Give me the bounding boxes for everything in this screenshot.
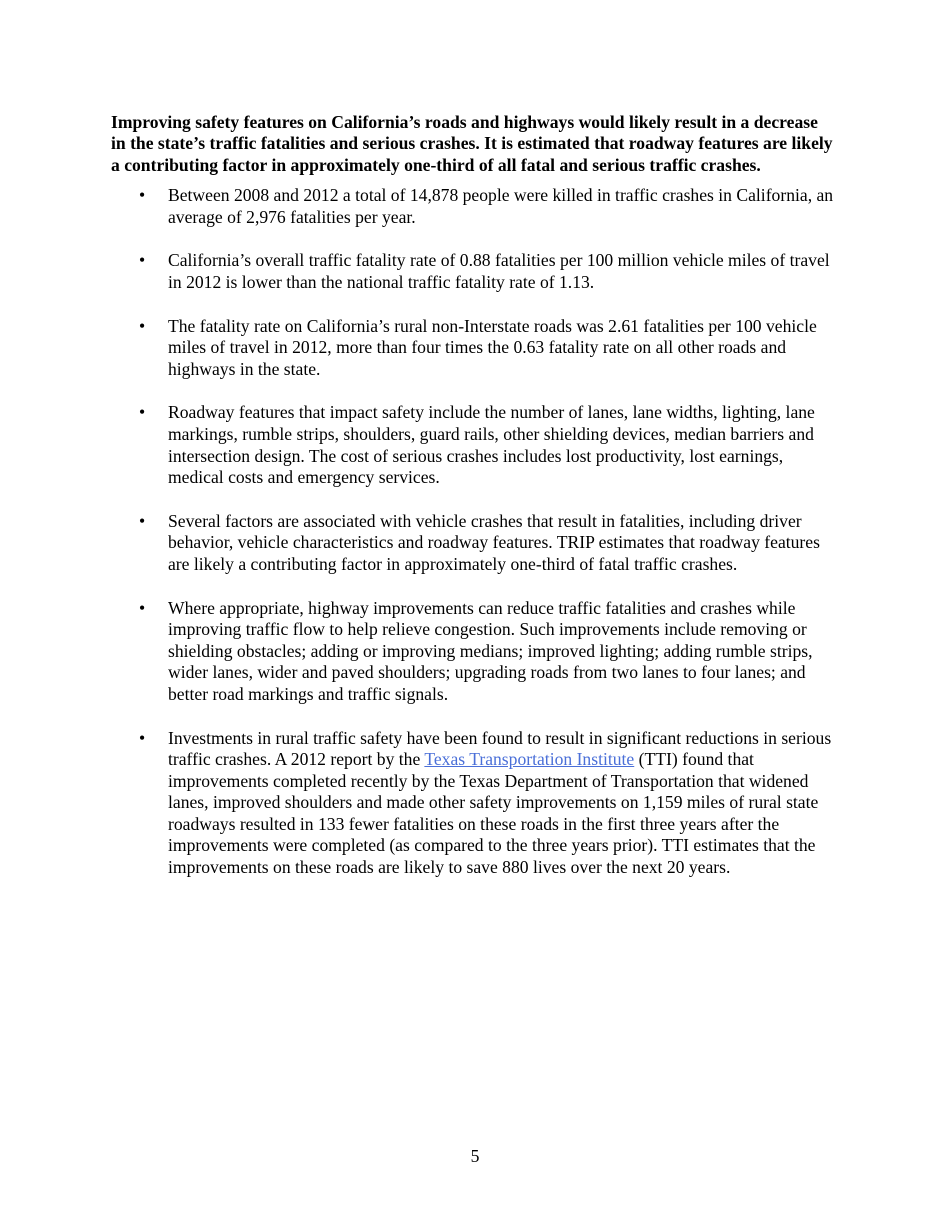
document-page xyxy=(111,112,836,901)
bullet-icon: • xyxy=(139,727,146,748)
bullet-icon: • xyxy=(139,597,146,618)
bullet-icon: • xyxy=(139,315,146,336)
bullet-icon: • xyxy=(139,185,146,206)
tti-report-link[interactable]: Texas Transportation Institute xyxy=(424,749,635,770)
bullet-icon: • xyxy=(139,250,146,271)
list-item-text: Several factors are associated with vehicle crashes that result in fatalities, including driver behavior, vehicle characteristics and roadway features. TRIP estimates that roadway features are likely a contributing factor in approximately one-third of fatal traffic crashes. xyxy=(168,510,820,574)
list-item-text-after-link: (TTI) found that improvements completed recently by the Texas Department of Transportation that widened lanes, improved shoulders and made other safety improvements on 1,159 miles of rural state roadways resulted in 133 fewer fatalities on these roads in the first three years after the improvements were completed (as compared to the three years prior). TTI estimates that the improvements on these roads are likely to save 880 lives over the next 20 years. xyxy=(168,749,819,878)
list-item-text: California’s overall traffic fatality rate of 0.88 fatalities per 100 million vehicle miles of travel in 2012 is lower than the national traffic fatality rate of 1.13. xyxy=(168,250,830,292)
list-item xyxy=(111,316,836,381)
list-item-tti xyxy=(111,728,836,879)
intro-paragraph: Improving safety features on California’s roads and highways would likely result in a decrease in the state’s traffic fatalities and serious crashes. It is estimated that roadway features are likely a contributing factor in approximately one-third of all fatal and serious traffic crashes. xyxy=(111,112,833,175)
bullet-icon: • xyxy=(139,510,146,531)
list-item-text: The fatality rate on California’s rural non-Interstate roads was 2.61 fatalities per 100 vehicle miles of travel in 2012, more than four times the 0.63 fatality rate on all other roads and highways in the state. xyxy=(168,315,817,379)
list-item-text: Where appropriate, highway improvements can reduce traffic fatalities and crashes while improving traffic flow to help relieve congestion. Such improvements include removing or shielding obstacles; adding or improving medians; improved lighting; adding rumble strips, wider lanes, wider and paved shoulders; upgrading roads from two lanes to four lanes; and better road markings and traffic signals. xyxy=(168,597,813,704)
list-item xyxy=(111,511,836,576)
list-item xyxy=(111,598,836,706)
list-item xyxy=(111,185,836,228)
list-item xyxy=(111,250,836,293)
bullet-list xyxy=(111,185,836,878)
list-item-text: Between 2008 and 2012 a total of 14,878 people were killed in traffic crashes in California, an average of 2,976 fatalities per year. xyxy=(168,185,834,227)
list-item-text: Roadway features that impact safety include the number of lanes, lane widths, lighting, lane markings, rumble strips, shoulders, guard rails, other shielding devices, median barriers and intersection design. The cost of serious crashes includes lost productivity, lost earnings, medical costs and emergency services. xyxy=(168,402,815,488)
list-item-text-before-link: Investments in rural traffic safety have been found to result in significant reductions in serious traffic crashes. A 2012 report by the xyxy=(168,727,832,770)
bullet-icon: • xyxy=(139,402,146,423)
page-number: 5 xyxy=(470,1146,480,1166)
list-item xyxy=(111,402,836,488)
